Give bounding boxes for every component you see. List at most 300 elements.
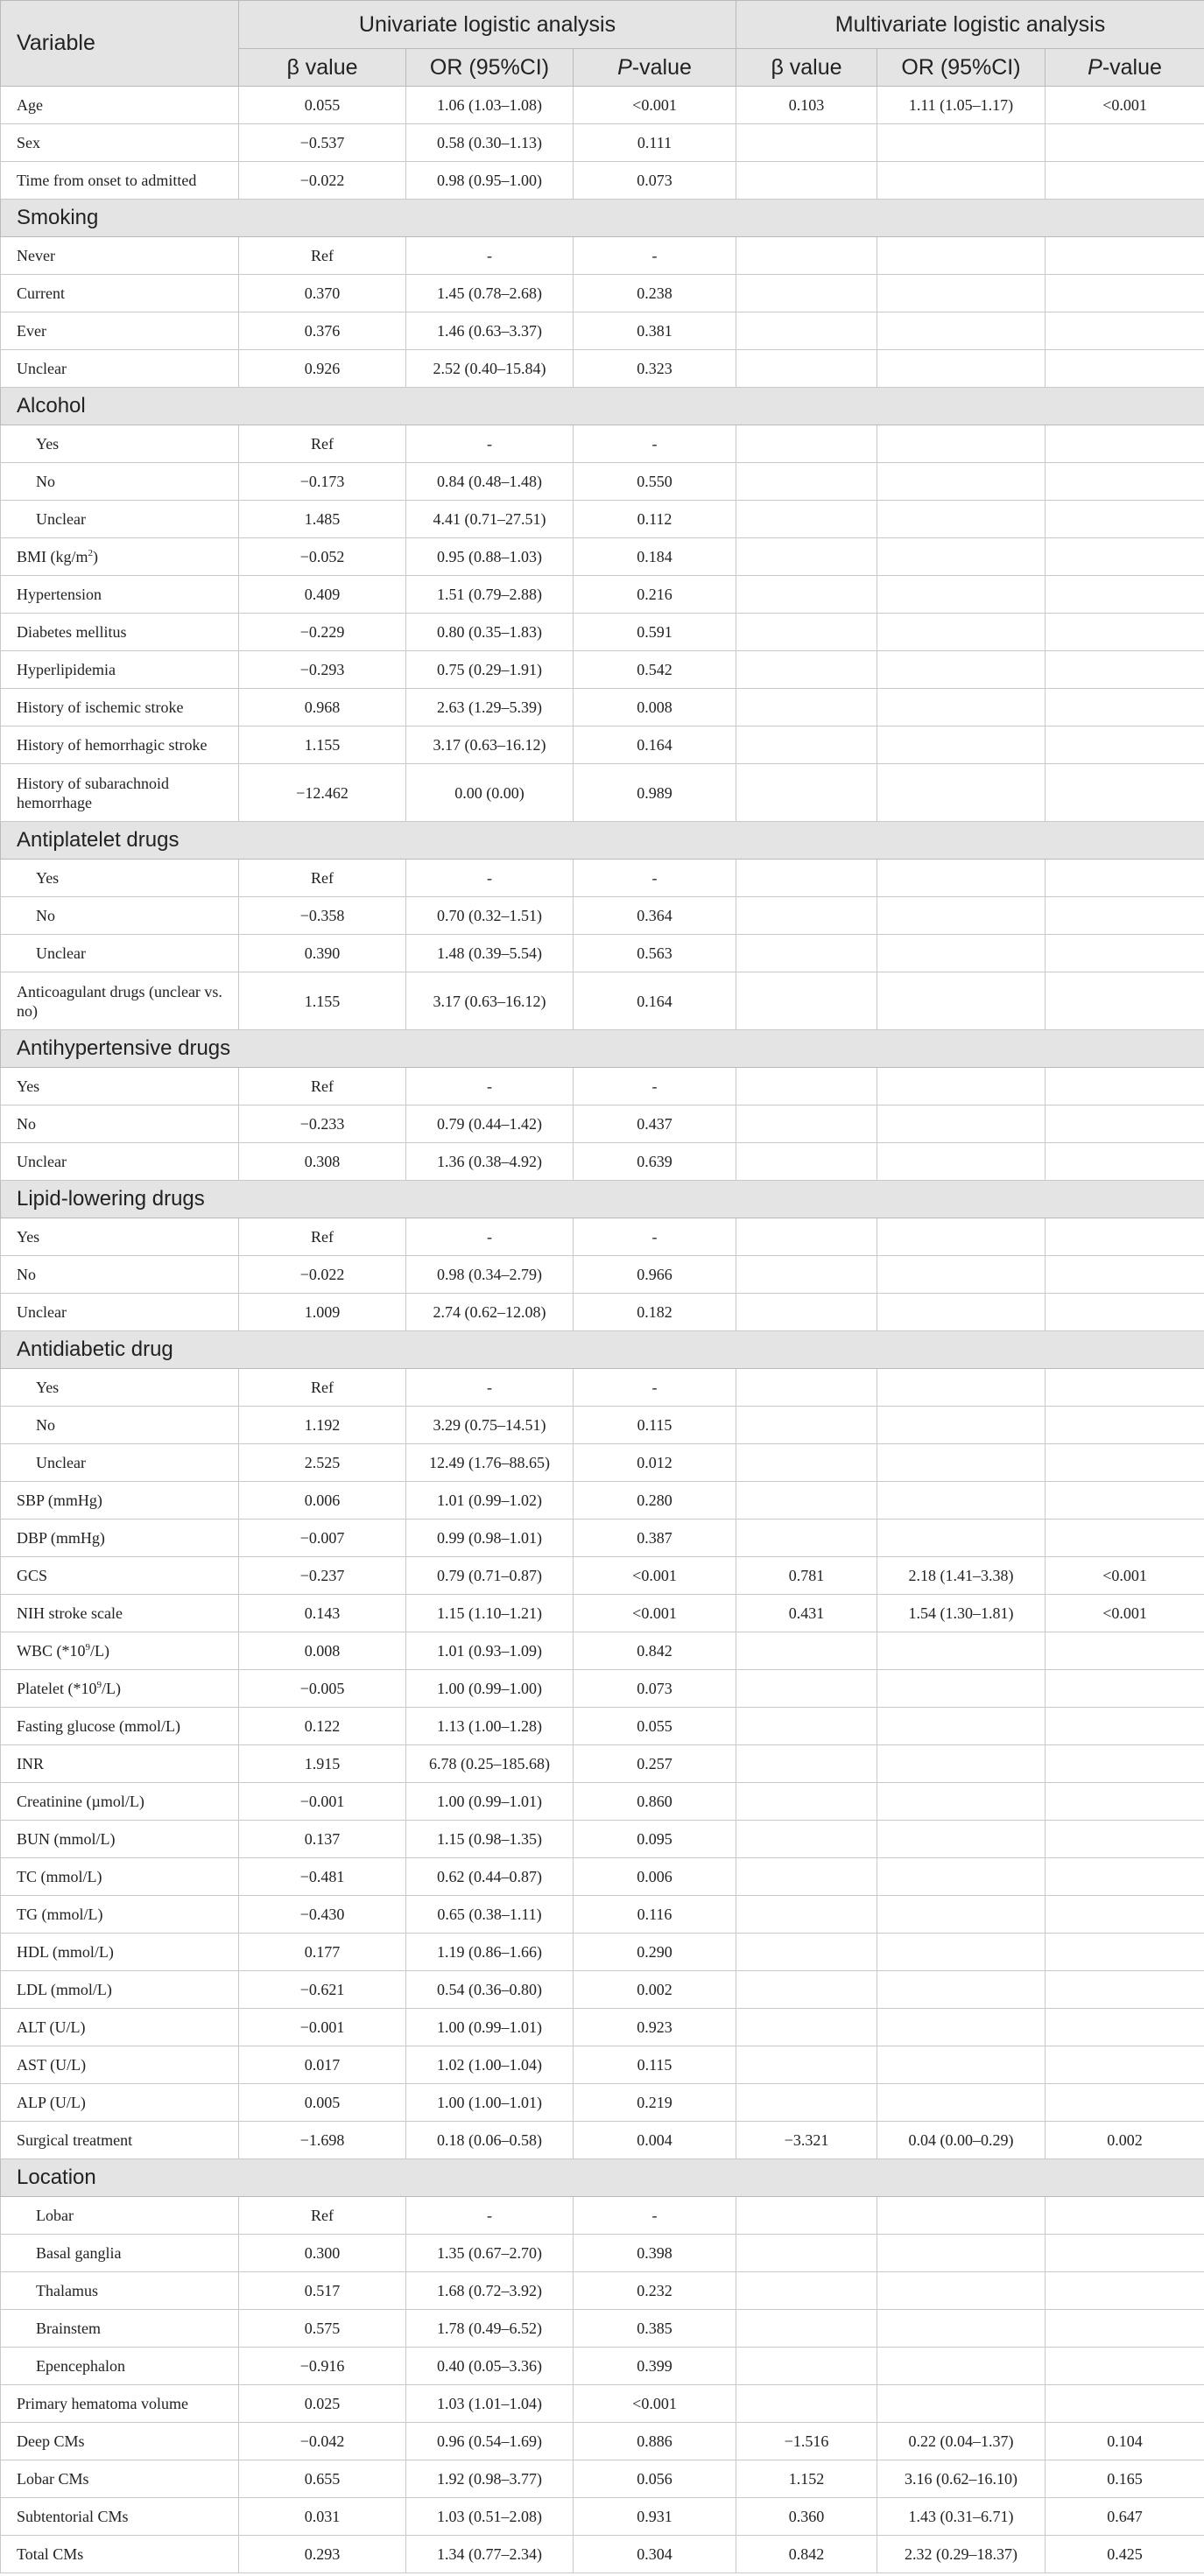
table-row: [1, 1595, 1204, 1632]
univariate-or-cell: 0.79 (0.71–0.87): [406, 1557, 574, 1595]
row-label: Creatinine (µmol/L): [1, 1783, 239, 1821]
multivariate-or-cell: [877, 2272, 1046, 2310]
multivariate-p-cell: [1046, 237, 1204, 275]
row-label: Sex: [1, 124, 239, 162]
table-row: [1, 501, 1204, 538]
univariate-beta-cell: −0.052: [239, 538, 406, 576]
multivariate-p-cell: [1046, 1670, 1204, 1708]
univariate-or-cell: 3.17 (0.63–16.12): [406, 726, 574, 764]
section-row: [1, 200, 1204, 237]
multivariate-beta-cell: [736, 576, 877, 614]
multivariate-or-cell: [877, 1821, 1046, 1858]
univariate-p-cell: 0.055: [574, 1708, 736, 1745]
row-label: GCS: [1, 1557, 239, 1595]
multivariate-beta-cell: [736, 860, 877, 897]
univariate-beta-cell: 0.575: [239, 2310, 406, 2348]
section-row: [1, 2159, 1204, 2197]
univariate-p-cell: 0.238: [574, 275, 736, 312]
multivariate-beta-cell: [736, 425, 877, 463]
univariate-p-cell: 0.111: [574, 124, 736, 162]
univariate-p-cell: 0.886: [574, 2423, 736, 2460]
row-label: ALT (U/L): [1, 2009, 239, 2046]
multivariate-p-cell: <0.001: [1046, 1557, 1204, 1595]
section-row: [1, 822, 1204, 860]
multivariate-p-cell: [1046, 1520, 1204, 1557]
univariate-p-cell: -: [574, 425, 736, 463]
multivariate-p-cell: 0.002: [1046, 2122, 1204, 2159]
row-label: LDL (mmol/L): [1, 1971, 239, 2009]
univariate-beta-cell: Ref: [239, 2197, 406, 2235]
univariate-p-cell: 0.056: [574, 2460, 736, 2498]
multivariate-p-cell: <0.001: [1046, 87, 1204, 124]
multivariate-p-cell: [1046, 764, 1204, 822]
row-label: DBP (mmHg): [1, 1520, 239, 1557]
multivariate-or-cell: [877, 1520, 1046, 1557]
univariate-or-cell: 6.78 (0.25–185.68): [406, 1745, 574, 1783]
table-row: [1, 1407, 1204, 1444]
multivariate-beta-cell: [736, 614, 877, 651]
univariate-or-cell: -: [406, 237, 574, 275]
univariate-beta-cell: 0.968: [239, 689, 406, 726]
univariate-p-cell: 0.095: [574, 1821, 736, 1858]
multivariate-or-cell: [877, 972, 1046, 1030]
multivariate-or-cell: [877, 860, 1046, 897]
univariate-beta-cell: −0.293: [239, 651, 406, 689]
multivariate-or-cell: [877, 2348, 1046, 2385]
univariate-or-cell: 1.46 (0.63–3.37): [406, 312, 574, 350]
variable-column-header: Variable: [1, 1, 239, 87]
row-label: Unclear: [1, 1444, 239, 1482]
table-row: [1, 1256, 1204, 1294]
univariate-beta-cell: Ref: [239, 1068, 406, 1106]
multivariate-p-cell: [1046, 425, 1204, 463]
row-label: Yes: [1, 1218, 239, 1256]
table-row: [1, 425, 1204, 463]
univariate-beta-cell: −0.229: [239, 614, 406, 651]
multivariate-beta-cell: [736, 1369, 877, 1407]
multivariate-beta-cell: [736, 1407, 877, 1444]
univariate-p-cell: 0.550: [574, 463, 736, 501]
univariate-p-cell: <0.001: [574, 1595, 736, 1632]
univariate-beta-cell: 1.915: [239, 1745, 406, 1783]
table-row: [1, 764, 1204, 822]
univariate-beta-cell: 0.008: [239, 1632, 406, 1670]
row-label: TC (mmol/L): [1, 1858, 239, 1896]
multivariate-beta-cell: [736, 689, 877, 726]
univariate-or-cell: 1.48 (0.39–5.54): [406, 935, 574, 972]
univariate-beta-cell: −1.698: [239, 2122, 406, 2159]
univariate-or-cell: 1.01 (0.99–1.02): [406, 1482, 574, 1520]
univariate-beta-cell: 1.155: [239, 726, 406, 764]
multivariate-or-cell: [877, 425, 1046, 463]
univariate-beta-cell: −0.022: [239, 162, 406, 200]
row-label: No: [1, 1407, 239, 1444]
multivariate-p-cell: [1046, 162, 1204, 200]
univariate-p-cell: 0.115: [574, 1407, 736, 1444]
multivariate-p-cell: [1046, 1369, 1204, 1407]
multivariate-or-cell: [877, 726, 1046, 764]
table-row: [1, 651, 1204, 689]
univariate-beta-cell: Ref: [239, 860, 406, 897]
univariate-p-cell: 0.006: [574, 1858, 736, 1896]
multivariate-p-cell: [1046, 972, 1204, 1030]
table-row: [1, 1745, 1204, 1783]
table-row: [1, 1218, 1204, 1256]
table-row: [1, 237, 1204, 275]
row-label: Deep CMs: [1, 2423, 239, 2460]
univariate-or-cell: 0.54 (0.36–0.80): [406, 1971, 574, 2009]
table-row: [1, 1708, 1204, 1745]
multivariate-p-cell: [1046, 651, 1204, 689]
row-label: SBP (mmHg): [1, 1482, 239, 1520]
row-label: AST (U/L): [1, 2046, 239, 2084]
multivariate-or-cell: [877, 1934, 1046, 1971]
univariate-beta-cell: −0.233: [239, 1106, 406, 1143]
univariate-or-cell: -: [406, 1068, 574, 1106]
multivariate-beta-cell: [736, 764, 877, 822]
univariate-or-cell: 2.74 (0.62–12.08): [406, 1294, 574, 1331]
multivariate-p-cell: [1046, 2009, 1204, 2046]
table-row: [1, 2009, 1204, 2046]
row-label: BMI $(kg/m^2)$: [1, 538, 239, 576]
univariate-p-cell: 0.012: [574, 1444, 736, 1482]
multivariate-p-cell: [1046, 1218, 1204, 1256]
multivariate-beta-cell: [736, 1294, 877, 1331]
univariate-p-cell: 0.542: [574, 651, 736, 689]
multivariate-p-cell: [1046, 689, 1204, 726]
multivariate-or-cell: [877, 1482, 1046, 1520]
univariate-beta-cell: Ref: [239, 425, 406, 463]
univariate-beta-cell: 0.376: [239, 312, 406, 350]
univariate-beta-cell: −0.007: [239, 1520, 406, 1557]
univariate-or-cell: 0.99 (0.98–1.01): [406, 1520, 574, 1557]
univariate-or-cell: -: [406, 1218, 574, 1256]
row-label: INR: [1, 1745, 239, 1783]
multivariate-or-cell: [877, 2084, 1046, 2122]
univariate-beta-cell: 0.177: [239, 1934, 406, 1971]
multivariate-beta-cell: [736, 2310, 877, 2348]
univariate-or-cell: 0.79 (0.44–1.42): [406, 1106, 574, 1143]
multivariate-beta-cell: [736, 2235, 877, 2272]
multivariate-p-cell: [1046, 1783, 1204, 1821]
row-label: Yes: [1, 1068, 239, 1106]
multivariate-group-header: Multivariate logistic analysis: [736, 1, 1204, 49]
multivariate-p-cell: [1046, 1821, 1204, 1858]
table-row: [1, 614, 1204, 651]
univariate-beta-cell: 0.517: [239, 2272, 406, 2310]
univariate-p-cell: 0.232: [574, 2272, 736, 2310]
univariate-or-cell: 1.19 (0.86–1.66): [406, 1934, 574, 1971]
row-label: Fasting glucose (mmol/L): [1, 1708, 239, 1745]
multivariate-p-cell: [1046, 1106, 1204, 1143]
multivariate-p-cell: [1046, 860, 1204, 897]
multivariate-or-cell: [877, 350, 1046, 388]
multivariate-or-cell: [877, 1745, 1046, 1783]
table-row: [1, 1520, 1204, 1557]
row-label: Yes: [1, 1369, 239, 1407]
table-row: [1, 1143, 1204, 1181]
univariate-or-cell: 0.70 (0.32–1.51): [406, 897, 574, 935]
multivariate-or-cell: [877, 162, 1046, 200]
univariate-beta-cell: −0.537: [239, 124, 406, 162]
multivariate-beta-cell: [736, 1444, 877, 1482]
row-label: Hyperlipidemia: [1, 651, 239, 689]
univariate-group-header: Univariate logistic analysis: [239, 1, 736, 49]
multivariate-or-cell: [877, 1068, 1046, 1106]
row-label: Unclear: [1, 1294, 239, 1331]
univariate-p-cell: <0.001: [574, 2385, 736, 2423]
univariate-beta-cell: 1.485: [239, 501, 406, 538]
univariate-beta-cell: Ref: [239, 237, 406, 275]
univariate-beta-cell: 0.122: [239, 1708, 406, 1745]
univariate-p-cell: <0.001: [574, 1557, 736, 1595]
multivariate-or-cell: [877, 312, 1046, 350]
univariate-p-cell: 0.184: [574, 538, 736, 576]
univariate-or-cell: 1.02 (1.00–1.04): [406, 2046, 574, 2084]
table-row: [1, 1068, 1204, 1106]
multivariate-beta-cell: [736, 1971, 877, 2009]
univariate-p-cell: 0.257: [574, 1745, 736, 1783]
univariate-beta-cell: 2.525: [239, 1444, 406, 1482]
multivariate-p-cell: [1046, 1708, 1204, 1745]
univariate-p-cell: 0.073: [574, 162, 736, 200]
multivariate-beta-cell: [736, 726, 877, 764]
univariate-p-cell: -: [574, 1068, 736, 1106]
univariate-or-cell: 1.35 (0.67–2.70): [406, 2235, 574, 2272]
multivariate-beta-cell: 0.360: [736, 2498, 877, 2536]
univariate-beta-cell: 0.300: [239, 2235, 406, 2272]
multivariate-beta-cell: 0.842: [736, 2536, 877, 2573]
row-label: No: [1, 1256, 239, 1294]
table-row: [1, 538, 1204, 576]
multivariate-p-cell: [1046, 1632, 1204, 1670]
multivariate-beta-cell: [736, 2046, 877, 2084]
multivariate-or-cell: [877, 1106, 1046, 1143]
multivariate-or-cell: [877, 2197, 1046, 2235]
univariate-or-cell: 0.65 (0.38–1.11): [406, 1896, 574, 1934]
multivariate-beta-cell: −3.321: [736, 2122, 877, 2159]
univariate-or-cell: 1.45 (0.78–2.68): [406, 275, 574, 312]
univariate-p-cell: 0.182: [574, 1294, 736, 1331]
multivariate-p-cell: [1046, 2084, 1204, 2122]
row-label: BUN (mmol/L): [1, 1821, 239, 1858]
multivariate-p-cell: [1046, 350, 1204, 388]
row-label: Unclear: [1, 935, 239, 972]
multivariate-p-cell: [1046, 2235, 1204, 2272]
univariate-or-cell: 1.01 (0.93–1.09): [406, 1632, 574, 1670]
multivariate-beta-header: β value: [736, 49, 877, 87]
univariate-or-cell: 1.03 (0.51–2.08): [406, 2498, 574, 2536]
table-row: [1, 2385, 1204, 2423]
univariate-p-cell: <0.001: [574, 87, 736, 124]
univariate-beta-cell: 0.926: [239, 350, 406, 388]
univariate-beta-cell: −0.042: [239, 2423, 406, 2460]
table-row: [1, 689, 1204, 726]
multivariate-beta-cell: 0.781: [736, 1557, 877, 1595]
row-label: Total CMs: [1, 2536, 239, 2573]
multivariate-or-cell: [877, 935, 1046, 972]
univariate-p-header: P-value: [574, 49, 736, 87]
row-label: Lobar CMs: [1, 2460, 239, 2498]
multivariate-or-cell: [877, 1783, 1046, 1821]
univariate-p-cell: -: [574, 2197, 736, 2235]
multivariate-p-cell: [1046, 1482, 1204, 1520]
univariate-p-cell: 0.323: [574, 350, 736, 388]
multivariate-or-cell: 1.43 (0.31–6.71): [877, 2498, 1046, 2536]
row-label: Surgical treatment: [1, 2122, 239, 2159]
multivariate-or-cell: [877, 1294, 1046, 1331]
univariate-or-cell: 2.63 (1.29–5.39): [406, 689, 574, 726]
univariate-p-cell: 0.842: [574, 1632, 736, 1670]
multivariate-beta-cell: [736, 312, 877, 350]
univariate-or-cell: 1.00 (1.00–1.01): [406, 2084, 574, 2122]
univariate-or-cell: 1.92 (0.98–3.77): [406, 2460, 574, 2498]
univariate-beta-cell: 0.137: [239, 1821, 406, 1858]
univariate-beta-cell: 1.192: [239, 1407, 406, 1444]
row-label: No: [1, 897, 239, 935]
multivariate-beta-cell: [736, 1218, 877, 1256]
row-label: Subtentorial CMs: [1, 2498, 239, 2536]
multivariate-p-cell: [1046, 1896, 1204, 1934]
univariate-or-cell: 3.17 (0.63–16.12): [406, 972, 574, 1030]
multivariate-beta-cell: [736, 1783, 877, 1821]
table-row: [1, 1444, 1204, 1482]
table-row: [1, 2235, 1204, 2272]
row-label: Time from onset to admitted: [1, 162, 239, 200]
row-label: Lobar: [1, 2197, 239, 2235]
univariate-p-cell: 0.164: [574, 726, 736, 764]
univariate-p-cell: -: [574, 1218, 736, 1256]
univariate-beta-cell: 1.009: [239, 1294, 406, 1331]
multivariate-p-cell: [1046, 2348, 1204, 2385]
univariate-or-cell: 1.78 (0.49–6.52): [406, 2310, 574, 2348]
multivariate-p-cell: [1046, 1745, 1204, 1783]
multivariate-beta-cell: [736, 1632, 877, 1670]
row-label: Yes: [1, 860, 239, 897]
univariate-beta-cell: 1.155: [239, 972, 406, 1030]
univariate-beta-cell: 0.409: [239, 576, 406, 614]
univariate-p-cell: 0.004: [574, 2122, 736, 2159]
multivariate-beta-cell: [736, 935, 877, 972]
section-label: Antiplatelet drugs: [1, 822, 1204, 860]
univariate-p-cell: 0.112: [574, 501, 736, 538]
univariate-beta-cell: 0.390: [239, 935, 406, 972]
table-header: [1, 1, 1204, 87]
multivariate-p-cell: [1046, 2385, 1204, 2423]
univariate-beta-cell: 0.655: [239, 2460, 406, 2498]
multivariate-or-cell: [877, 2385, 1046, 2423]
univariate-p-cell: 0.591: [574, 614, 736, 651]
univariate-or-cell: -: [406, 1369, 574, 1407]
univariate-or-cell: 0.84 (0.48–1.48): [406, 463, 574, 501]
univariate-beta-cell: 0.025: [239, 2385, 406, 2423]
univariate-or-cell: 0.40 (0.05–3.36): [406, 2348, 574, 2385]
table-row: [1, 576, 1204, 614]
table-row: [1, 726, 1204, 764]
row-label: Never: [1, 237, 239, 275]
multivariate-or-cell: [877, 1971, 1046, 2009]
table-row: [1, 124, 1204, 162]
multivariate-p-cell: [1046, 2197, 1204, 2235]
univariate-or-cell: 1.00 (0.99–1.01): [406, 2009, 574, 2046]
univariate-p-cell: 0.385: [574, 2310, 736, 2348]
univariate-beta-cell: −0.916: [239, 2348, 406, 2385]
multivariate-beta-cell: [736, 501, 877, 538]
univariate-p-cell: 0.399: [574, 2348, 736, 2385]
table-row: [1, 350, 1204, 388]
univariate-beta-cell: 0.308: [239, 1143, 406, 1181]
section-row: [1, 1181, 1204, 1218]
table-row: [1, 972, 1204, 1030]
multivariate-beta-cell: [736, 463, 877, 501]
univariate-p-cell: 0.364: [574, 897, 736, 935]
table-row: [1, 1557, 1204, 1595]
multivariate-beta-cell: [736, 1143, 877, 1181]
univariate-beta-cell: 0.055: [239, 87, 406, 124]
multivariate-or-cell: [877, 2046, 1046, 2084]
univariate-or-cell: 1.34 (0.77–2.34): [406, 2536, 574, 2573]
multivariate-beta-cell: [736, 2084, 877, 2122]
row-label: NIH stroke scale: [1, 1595, 239, 1632]
multivariate-p-cell: [1046, 124, 1204, 162]
univariate-beta-cell: −0.430: [239, 1896, 406, 1934]
univariate-or-cell: 1.06 (1.03–1.08): [406, 87, 574, 124]
multivariate-p-cell: [1046, 538, 1204, 576]
univariate-or-cell: 4.41 (0.71–27.51): [406, 501, 574, 538]
univariate-p-cell: -: [574, 237, 736, 275]
multivariate-beta-cell: [736, 1821, 877, 1858]
multivariate-p-cell: [1046, 501, 1204, 538]
multivariate-beta-cell: [736, 162, 877, 200]
multivariate-or-cell: [877, 614, 1046, 651]
univariate-p-cell: -: [574, 860, 736, 897]
row-label: No: [1, 1106, 239, 1143]
table-row: [1, 1783, 1204, 1821]
multivariate-or-cell: [877, 501, 1046, 538]
multivariate-or-cell: [877, 1896, 1046, 1934]
multivariate-or-cell: [877, 1256, 1046, 1294]
section-row: [1, 1331, 1204, 1369]
univariate-beta-cell: −0.005: [239, 1670, 406, 1708]
table-body: [1, 87, 1204, 2573]
multivariate-beta-cell: [736, 2385, 877, 2423]
table-row: [1, 87, 1204, 124]
table-row: [1, 2536, 1204, 2573]
multivariate-or-cell: [877, 237, 1046, 275]
univariate-beta-header: β value: [239, 49, 406, 87]
univariate-or-cell: 0.98 (0.34–2.79): [406, 1256, 574, 1294]
row-label: History of ischemic stroke: [1, 689, 239, 726]
univariate-p-cell: 0.290: [574, 1934, 736, 1971]
table-row: [1, 2197, 1204, 2235]
table-row: [1, 2460, 1204, 2498]
multivariate-p-cell: [1046, 935, 1204, 972]
table-row: [1, 2423, 1204, 2460]
table-row: [1, 1106, 1204, 1143]
table-row: [1, 1821, 1204, 1858]
multivariate-p-cell: [1046, 1858, 1204, 1896]
section-label: Antidiabetic drug: [1, 1331, 1204, 1369]
univariate-beta-cell: 0.143: [239, 1595, 406, 1632]
row-label: Thalamus: [1, 2272, 239, 2310]
univariate-p-cell: 0.116: [574, 1896, 736, 1934]
univariate-or-cell: 0.75 (0.29–1.91): [406, 651, 574, 689]
univariate-p-cell: 0.164: [574, 972, 736, 1030]
multivariate-or-cell: [877, 1670, 1046, 1708]
multivariate-or-cell: [877, 1143, 1046, 1181]
multivariate-beta-cell: [736, 1520, 877, 1557]
table-row: [1, 2498, 1204, 2536]
